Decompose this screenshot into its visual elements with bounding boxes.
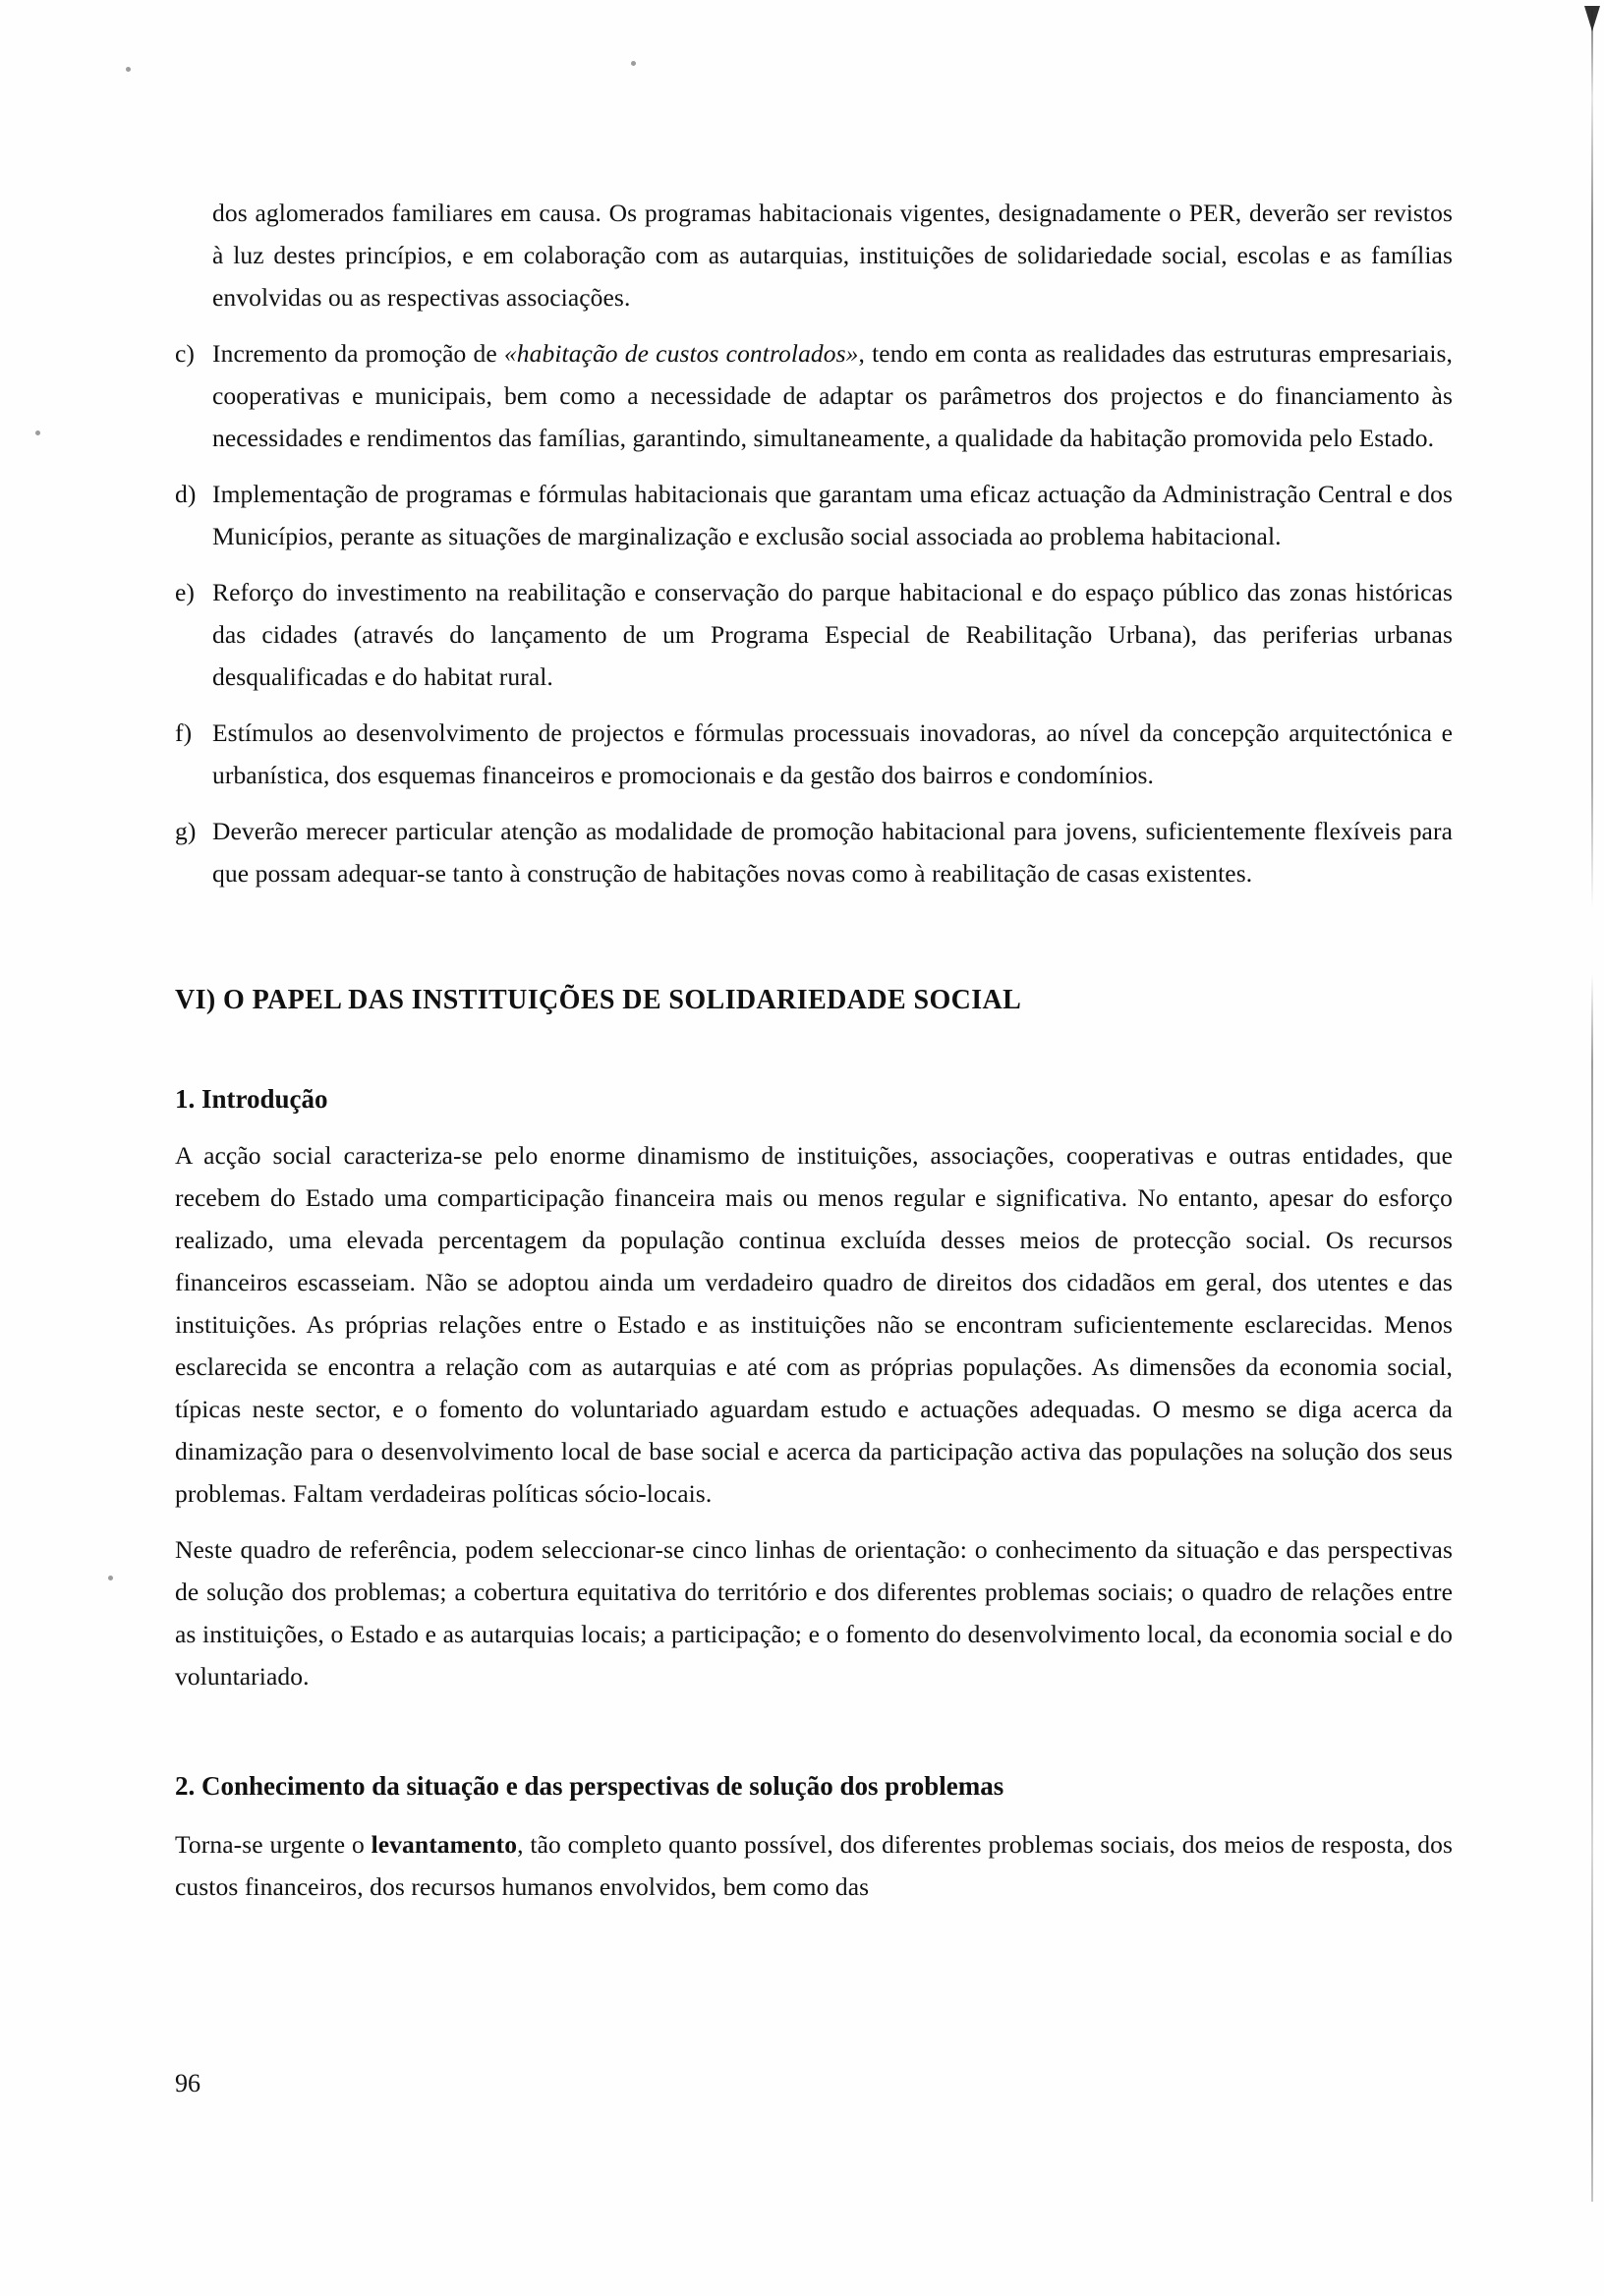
- list-marker: e): [175, 578, 196, 606]
- subsection-1-paragraph-2: Neste quadro de referência, podem seleccionar-se cinco linhas de orientação: o conhecimento da situação e das perspectivas de solução dos problemas; a cobertura equitativa do território e dos diferentes problemas sociais; o quadro de relações entre as instituições, o Estado e as autarquias locais; a participação; e o fomento do desenvolvimento local, da economia social e do voluntariado.: [175, 1535, 1453, 1691]
- scan-speck: [126, 67, 131, 72]
- paragraph-bold-term: levantamento: [371, 1830, 518, 1859]
- list-item-text-before-italic: Incremento da promoção de: [212, 339, 504, 368]
- list-item: [175, 712, 1453, 796]
- lettered-list: [175, 332, 1453, 894]
- list-item: [175, 810, 1453, 894]
- subsection-1-paragraph-1: A acção social caracteriza-se pelo enorme dinamismo de instituições, associações, cooperativas e outras entidades, que recebem do Estado uma comparticipação financeira mais ou menos regular e significativa. No entanto, apesar do esforço realizado, uma elevada percentagem da população continua excluída desses meios de protecção social. Os recursos financeiros escasseiam. Não se adoptou ainda um verdadeiro quadro de direitos dos cidadãos em geral, dos utentes e das instituições. As próprias relações entre o Estado e as instituições não se encontram suficientemente esclarecidas. Menos esclarecida se encontra a relação com as autarquias e até com as próprias populações. As dimensões da economia social, típicas neste sector, e o fomento do voluntariado aguardam estudo e actuações adequadas. O mesmo se diga acerca da dinamização para o desenvolvimento local de base social e acerca da participação activa das populações na solução dos seus problemas. Faltam verdadeiras políticas sócio-locais.: [175, 1141, 1453, 1508]
- list-item-italic-phrase: «habitação de custos controlados»: [503, 339, 859, 368]
- paragraph-text-after-bold: , tão completo quanto possível, dos diferentes problemas sociais, dos meios de resposta, dos custos financeiros, dos recursos humanos envolvidos, bem como das: [175, 1830, 1453, 1901]
- subsection-2-paragraph: [175, 1823, 1453, 1908]
- scan-speck: [35, 430, 40, 435]
- list-item-text: Estímulos ao desenvolvimento de projectos e fórmulas processuais inovadoras, ao nível da concepção arquitectónica e urbanística, dos esquemas financeiros e promocionais e da gestão dos bairros e condomínios.: [212, 718, 1453, 789]
- page-number: 96: [175, 2069, 200, 2097]
- list-item: [175, 571, 1453, 698]
- list-marker: d): [175, 480, 197, 508]
- list-item: [175, 332, 1453, 459]
- scan-artifact-line: [1591, 10, 1593, 2202]
- list-item-text: Deverão merecer particular atenção as modalidade de promoção habitacional para jovens, suficientemente flexíveis para que possam adequar-se tanto à construção de habitações novas como à reabilitação de casas existentes.: [212, 817, 1453, 888]
- list-item-text-after-italic: , tendo em conta as realidades das estruturas empresariais, cooperativas e municipais, bem como a necessidade de adaptar os parâmetros dos projectos e do financiamento às necessidades e rendimentos das famílias, garantindo, simultaneamente, a qualidade da habitação promovida pelo Estado.: [212, 339, 1454, 452]
- list-marker: g): [175, 817, 197, 845]
- list-item-text: Reforço do investimento na reabilitação e conservação do parque habitacional e do espaço público das zonas históricas das cidades (através do lançamento de um Programa Especial de Reabilitação Urbana), das periferias urbanas desqualificadas e do habitat rural.: [212, 578, 1453, 691]
- list-item-text: Implementação de programas e fórmulas habitacionais que garantam uma eficaz actuação da Administração Central e dos Municípios, perante as situações de marginalização e exclusão social associada ao problema habitacional.: [212, 480, 1453, 550]
- section-heading: VI) O PAPEL DAS INSTITUIÇÕES DE SOLIDARIEDADE SOCIAL: [175, 985, 1022, 1015]
- paragraph-text-before-bold: Torna-se urgente o: [175, 1830, 372, 1859]
- scan-speck: [108, 1576, 113, 1580]
- subsection-heading-1: 1. Introdução: [175, 1084, 328, 1114]
- document-body: [175, 192, 1453, 1922]
- subsection-heading-2: 2. Conhecimento da situação e das perspectivas de solução dos problemas: [175, 1771, 1004, 1801]
- list-item: [175, 473, 1453, 557]
- scan-speck: [631, 61, 636, 66]
- list-marker: f): [175, 718, 193, 747]
- list-marker: c): [175, 339, 196, 368]
- continued-paragraph: dos aglomerados familiares em causa. Os programas habitacionais vigentes, designadamente o PER, deverão ser revistos à luz destes princípios, e em colaboração com as autarquias, instituições de solidariedade social, escolas e as famílias envolvidas ou as respectivas associações.: [212, 199, 1453, 312]
